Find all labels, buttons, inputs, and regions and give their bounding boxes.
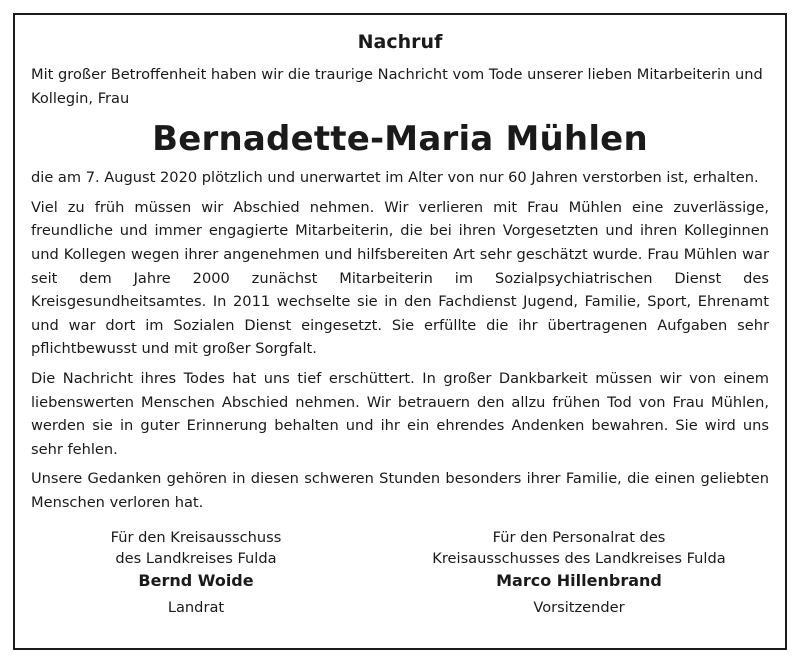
signature-right-line2: Kreisausschusses des Landkreises Fulda — [432, 549, 726, 567]
signature-block — [31, 527, 769, 618]
signature-left-line1: Für den Kreisausschuss — [110, 528, 282, 546]
signature-left-role: Landrat — [167, 598, 225, 616]
obituary-content — [31, 15, 769, 618]
paragraph-family: Unsere Gedanken gehören in diesen schweren Stunden besonders ihrer Familie, die einen geliebten Menschen verloren hat. — [31, 470, 769, 511]
intro-text: Mit großer Betroffenheit haben wir die traurige Nachricht vom Tode unserer lieben Mitarbeiterin und Kollegin, Frau — [31, 66, 763, 107]
signature-left — [31, 527, 361, 618]
obituary-frame — [13, 13, 787, 650]
signature-left-line2: des Landkreises Fulda — [115, 549, 277, 567]
deceased-name: Bernadette-Maria Mühlen — [152, 119, 648, 160]
paragraph-career: Viel zu früh müssen wir Abschied nehmen. Wir verlieren mit Frau Mühlen eine zuverlässige, freundliche und immer engagierte Mitarbeiterin, die bei ihren Vorgesetzten und ihren Kolleginnen und Kollegen wegen ihrer angenehmen und hilfsbereiten Art sehr geschätzt wurde. Frau Mühlen war seit dem Jahre 2000 zunächst Mitarbeiterin im Sozialpsychiatrischen Dienst des Kreisgesundheitsamtes. In 2011 wechselte sie in den Fachdienst Jugend, Familie, Sport, Ehrenamt und war dort im Sozialen Dienst eingesetzt. Sie erfüllte die ihr übertragenen Aufgaben sehr pflichtbewusst und mit großer Sorgfalt. — [31, 198, 769, 358]
signature-right-name: Marco Hillenbrand — [496, 570, 662, 590]
signature-right-role: Vorsitzender — [533, 598, 625, 616]
paragraph-gratitude: Die Nachricht ihres Todes hat uns tief erschüttert. In großer Dankbarkeit müssen wir von einem liebenswerten Menschen Abschied nehmen. Wir betrauern den allzu frühen Tod von Frau Mühlen, werden sie in guter Erinnerung behalten und ihr ein ehrendes Andenken bewahren. Sie wird uns sehr fehlen. — [31, 369, 769, 458]
obituary-heading: Nachruf — [357, 31, 443, 53]
signature-right — [389, 527, 769, 618]
signature-left-name: Bernd Woide — [138, 570, 254, 590]
signature-right-line1: Für den Personalrat des — [492, 528, 666, 546]
paragraph-death-notice: die am 7. August 2020 plötzlich und unerwartet im Alter von nur 60 Jahren verstorben ist, erhalten. — [31, 169, 759, 187]
